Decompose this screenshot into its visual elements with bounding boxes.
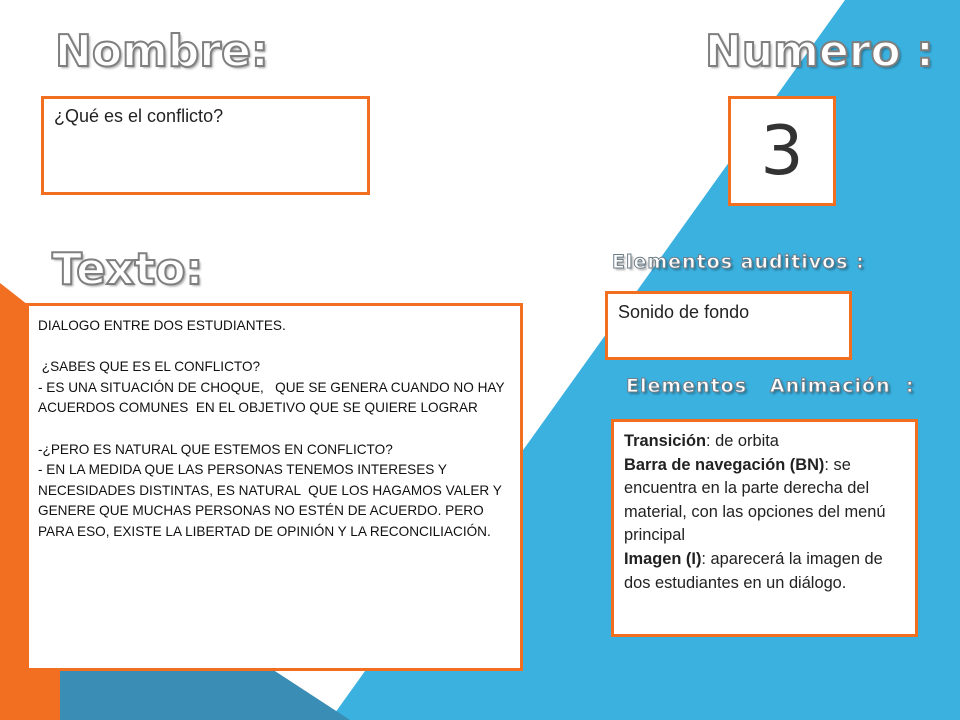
texto-line: -¿PERO ES NATURAL QUE ESTEMOS EN CONFLICTO? bbox=[38, 441, 393, 457]
texto-line: - ES UNA SITUACIÓN DE CHOQUE, QUE SE GENERA CUANDO NO HAY ACUERDOS COMUNES EN EL OBJETIVO QUE SE QUIERE LOGRAR bbox=[38, 379, 508, 416]
animacion-item-transicion bbox=[624, 430, 905, 454]
animacion-item-imagen bbox=[624, 548, 905, 595]
numero-value: 3 bbox=[760, 111, 804, 191]
nombre-box bbox=[41, 96, 370, 195]
animacion-item-text: : aparecerá la imagen de dos estudiantes en un diálogo. bbox=[624, 549, 883, 592]
texto-line: ¿SABES QUE ES EL CONFLICTO? bbox=[38, 359, 261, 375]
heading-texto: Texto: bbox=[52, 244, 204, 295]
nombre-value: ¿Qué es el conflicto? bbox=[54, 106, 224, 126]
heading-numero: Numero : bbox=[705, 26, 934, 77]
animacion-item-label: Transición bbox=[624, 432, 706, 450]
elementos-animacion-box bbox=[611, 419, 918, 637]
animacion-item-text: : de orbita bbox=[705, 432, 779, 450]
auditivos-value: Sonido de fondo bbox=[618, 302, 750, 322]
texto-box bbox=[26, 303, 523, 671]
heading-nombre: Nombre: bbox=[55, 26, 269, 77]
animacion-item-label: Barra de navegación (BN) bbox=[624, 455, 825, 474]
texto-line bbox=[38, 419, 511, 440]
texto-line bbox=[38, 337, 511, 358]
texto-line: DIALOGO ENTRE DOS ESTUDIANTES. bbox=[38, 318, 286, 333]
heading-elementos-auditivos: Elementos auditivos : bbox=[612, 251, 865, 273]
texto-line: - EN LA MEDIDA QUE LAS PERSONAS TENEMOS INTERESES Y NECESIDADES DISTINTAS, ES NATURAL QUE LOS HAGAMOS VALER Y GENERE QUE MUCHAS PERSONAS NO ESTÉN DE ACUERDO. PERO PARA ESO, EXISTE LA LIBERTAD DE OPINIÓN Y LA RECONCILIACIÓN. bbox=[38, 462, 506, 539]
numero-box bbox=[728, 96, 836, 206]
animacion-item-barra bbox=[624, 454, 905, 548]
heading-elementos-animacion: Elementos Animación : bbox=[626, 375, 915, 397]
animacion-item-text: : se encuentra en la parte derecha del material, con las opciones del menú principal bbox=[624, 455, 886, 545]
elementos-auditivos-box bbox=[605, 291, 852, 360]
animacion-item-label: Imagen (I) bbox=[624, 549, 702, 568]
